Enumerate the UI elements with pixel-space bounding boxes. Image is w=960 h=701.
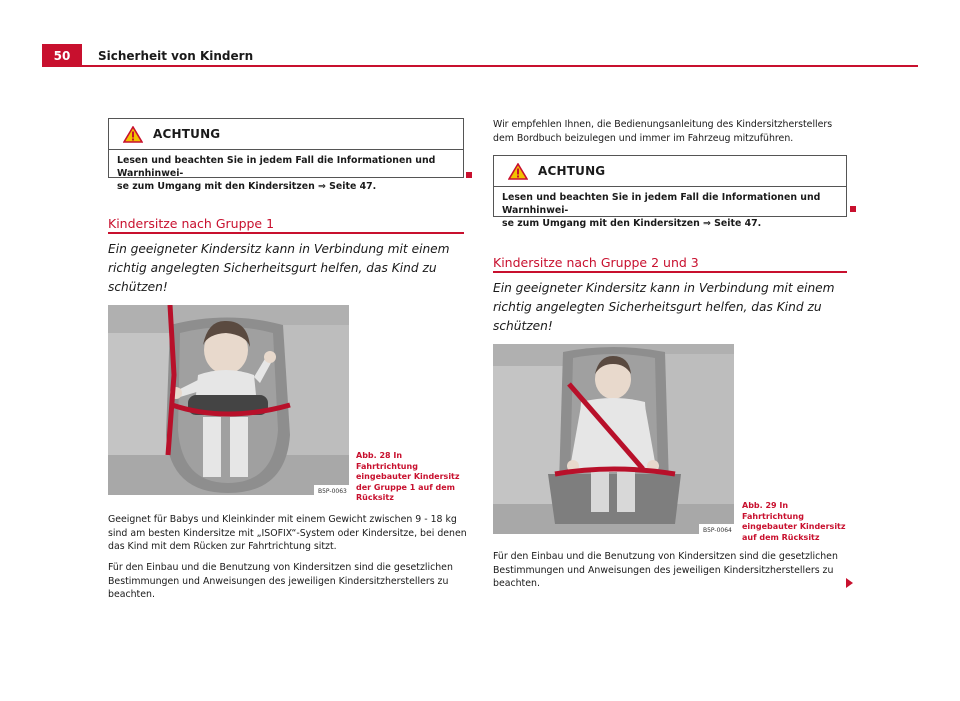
- lead-text-group1: [108, 240, 468, 297]
- para-line: Bestimmungen und Anweisungen des jeweiligen Kindersitzherstellers zu: [108, 575, 449, 587]
- caption-line: der Gruppe 1 auf dem: [356, 482, 455, 492]
- para-line: dem Bordbuch beizulegen und immer im Fahrzeug mitzuführen.: [493, 132, 794, 144]
- lead-line: schützen!: [493, 319, 553, 333]
- header-rule: [82, 65, 918, 67]
- caption-line: Abb. 28 In Fahrtrichtung: [356, 451, 418, 471]
- warning-triangle-icon: [508, 163, 528, 180]
- section-title-group23: Kindersitze nach Gruppe 2 und 3: [493, 255, 699, 270]
- figure-code: B5P-0064: [703, 527, 732, 534]
- end-square-icon: [466, 172, 472, 178]
- figure-29-image: [493, 344, 734, 534]
- figure-28-image: [108, 305, 349, 495]
- figure-28-caption: [356, 451, 466, 504]
- lead-line: Ein geeigneter Kindersitz kann in Verbindung mit einem: [493, 281, 835, 295]
- caption-line: eingebauter Kindersitz: [742, 522, 846, 532]
- section-rule: [493, 271, 847, 273]
- paragraph-regulations-left: [108, 561, 468, 602]
- warning-text: [494, 187, 846, 230]
- paragraph-isofix: [108, 513, 468, 554]
- section-title-group1: Kindersitze nach Gruppe 1: [108, 216, 275, 231]
- para-line: Bestimmungen und Anweisungen des jeweiligen Kindersitzherstellers zu: [493, 564, 834, 576]
- figure-code: B5P-0063: [318, 488, 347, 495]
- para-line: Für den Einbau und die Benutzung von Kindersitzen sind die gesetzlichen: [108, 562, 453, 573]
- warning-text: [109, 150, 463, 193]
- warning-box-left: [108, 118, 464, 192]
- para-line: sind am besten Kindersitze mit „ISOFIX“-System oder Kindersitze, bei denen: [108, 527, 467, 539]
- caption-line: auf dem Rücksitz: [742, 532, 820, 542]
- para-line: beachten.: [493, 578, 540, 589]
- paragraph-regulations-right: [493, 550, 853, 591]
- page-number: 50: [42, 44, 82, 67]
- warning-line: Lesen und beachten Sie in jedem Fall die Informationen und Warnhinwei-: [502, 192, 821, 216]
- caption-line: Abb. 29 In Fahrtrichtung: [742, 501, 804, 521]
- child-seat-group23-illustration: [493, 344, 734, 534]
- warning-box-right: [493, 155, 847, 229]
- end-square-icon: [850, 206, 856, 212]
- figure-29-caption: [742, 501, 852, 543]
- continue-arrow-icon: [846, 578, 853, 588]
- para-line: Wir empfehlen Ihnen, die Bedienungsanleitung des Kindersitzherstellers: [493, 119, 833, 130]
- lead-line: richtig angelegten Sicherheitsgurt helfen, das Kind zu: [493, 300, 822, 314]
- warning-header: [494, 156, 846, 187]
- warning-line: Lesen und beachten Sie in jedem Fall die Informationen und Warnhinwei-: [117, 155, 436, 179]
- warning-line: se zum Umgang mit den Kindersitzen ⇒ Seite 47.: [117, 181, 377, 192]
- warning-header: [109, 119, 463, 150]
- para-line: Für den Einbau und die Benutzung von Kindersitzen sind die gesetzlichen: [493, 551, 838, 562]
- para-line: das Kind mit dem Rücken zur Fahrtrichtung sitzt.: [108, 541, 337, 552]
- child-seat-group1-illustration: [108, 305, 349, 495]
- caption-line: eingebauter Kindersitz: [356, 472, 460, 482]
- warning-title: ACHTUNG: [153, 127, 221, 141]
- warning-title: ACHTUNG: [538, 164, 606, 178]
- lead-line: Ein geeigneter Kindersitz kann in Verbindung mit einem: [108, 242, 450, 256]
- lead-line: richtig angelegten Sicherheitsgurt helfen, das Kind zu: [108, 261, 437, 275]
- lead-text-group23: [493, 279, 853, 336]
- para-line: Geeignet für Babys und Kleinkinder mit einem Gewicht zwischen 9 - 18 kg: [108, 514, 457, 525]
- paragraph-intro: [493, 118, 853, 145]
- para-line: beachten.: [108, 589, 155, 600]
- caption-line: Rücksitz: [356, 493, 394, 503]
- section-rule: [108, 232, 464, 234]
- warning-triangle-icon: [123, 126, 143, 143]
- lead-line: schützen!: [108, 280, 168, 294]
- warning-line: se zum Umgang mit den Kindersitzen ⇒ Seite 47.: [502, 218, 762, 229]
- chapter-title: Sicherheit von Kindern: [98, 49, 254, 63]
